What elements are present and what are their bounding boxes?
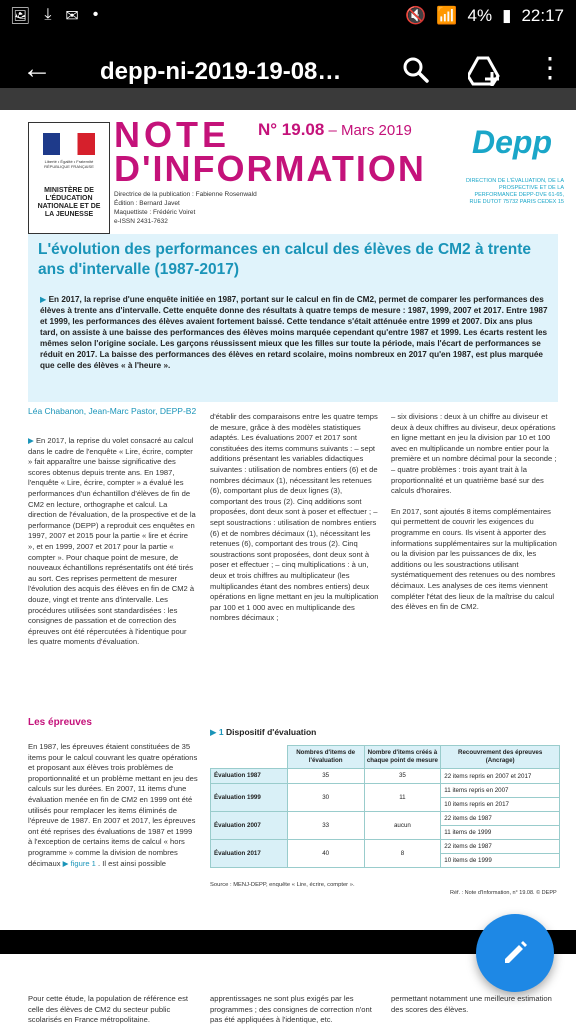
table-row <box>211 784 560 812</box>
table-header <box>211 746 288 769</box>
table-cell: 40 <box>287 840 364 868</box>
issue-info <box>258 120 412 140</box>
column-1-intro <box>28 436 196 648</box>
marianne-flag-icon <box>43 133 95 155</box>
row-label: Évaluation 1987 <box>211 769 288 784</box>
table-row <box>211 769 560 784</box>
recouvrement-line: 10 items repris en 2017 <box>441 797 559 811</box>
credit-line: Édition : Bernard Javet <box>114 200 180 207</box>
clock: 22:17 <box>521 6 564 25</box>
column-3-para-2: En 2017, sont ajoutés 8 items complémentaires qui permettent de couvrir les exigences du programme en cours. Ils visent à apporter des informations supplémentaires sur la multiplication ou la division par les puissances de dix, les additions ou les soustractions utilisant systématiquement des retenues ou des nombres décimaux. Les analyses de ces items viennent compléter l'état des lieux de la maîtrise du calcul des élèves en fin de CM2. <box>391 506 557 612</box>
page-2-column-1: Pour cette étude, la population de référence est celle des élèves de CM2 du secteur public scolarisés en France métropolitaine. <box>28 994 188 1024</box>
pencil-icon <box>501 939 529 967</box>
evaluation-table <box>210 745 560 868</box>
column-3-para-1: – six divisions : deux à un chiffre au diviseur et deux à deux chiffres au diviseur, deux opérations en ligne mettant en jeu la division par 10 et 100 avec en multiplicande un nombre entier pour la première et un nombre décimal pour la seconde ; – quatre problèmes : trois ayant trait à la proportionnalité et un quatrième basé sur des calculs d'horaires. <box>391 412 557 496</box>
table-cell: 35 <box>287 769 364 784</box>
recouvrement-line: 11 items de 1999 <box>441 825 559 839</box>
title-line-2: D'INFORMATION <box>114 148 426 189</box>
image-notification-icon: 🖼 <box>10 8 31 25</box>
back-arrow-icon[interactable]: ← <box>22 52 52 85</box>
epreuves-text: En 1987, les épreuves étaient constituées de 35 items pour le calcul couvrant les quatre opérations et proposant aux élèves trois problèmes de proportionnalité et un problème mettant en jeu des calculs sur les durées. En 2007, 11 items d'une évaluation menée en fin de CM2 en 1999 ont été utilisés pour remplacer les items éliminés de l'épreuve de 1987. En 2007 et 2017, les épreuves ont été reprises des évaluations de 1987 et 1999 à l'exception de certains items de calcul « hors programme » comme la division de nombres décimaux <box>28 742 198 868</box>
mute-icon: 🔇 <box>405 6 427 25</box>
more-options-icon[interactable]: ⋮ <box>536 52 564 83</box>
figure-link[interactable]: figure 1 <box>70 858 96 868</box>
table-header: Nombres d'items de l'évaluation <box>287 746 364 769</box>
recouvrement-line: 22 items de 1987 <box>444 843 492 850</box>
battery-icon: ▮ <box>502 6 512 25</box>
recouvrement-line: 22 items de 1987 <box>444 815 492 822</box>
column-2-text: d'établir des comparaisons entre les quatre temps de mesure, grâce à des modèles statistiques adaptés. Les évaluations 2007 et 2017 sont constituées des items communs suivants : – sept additions présentant les variables didactiques suivantes : utilisation de nombres entiers (6) et de nombres décimaux (1), nécessitant les retenues (6), comportant plus de deux lignes (3), comportant des trous (2). Cinq additions sont proposées, dont deux sont à poser et effectuer ; – sept soustractions : utilisation de nombres entiers (6) et de nombres décimaux (1), nécessitant les retenues (6), comportant des trous (2). Cinq soustractions sont proposées, dont deux sont à poser et effectuer ; – cinq multiplications : à un, deux et trois chiffres au multiplicateur (les multiplicandes étant des nombres entiers) deux opérations en ligne mettant en jeu la multiplication par 100 et 1 000 avec en multiplicande des nombres décimaux ; <box>210 412 379 623</box>
section-heading: Les épreuves <box>28 717 92 728</box>
table-cell: 8 <box>364 840 441 868</box>
intro-text: En 2017, la reprise du volet consacré au calcul dans le cadre de l'enquête « Lire, écrire, compter » fait apparaître une baisse significative des scores obtenus depuis trente ans. En 1987, l'enquête « Lire, écrire, compter » a évalué les performances d'un échantillon d'élèves de fin de CM2 en lecture, orthographe et calcul. La direction de l'évaluation, de la prospective et de la performance (DEPP) a reproduit ces enquêtes en 1997, 2007 et 2015 pour la partie « lire et écrire », et en 1999, 2007 et 2017 pour la partie « compter ». Pour chaque point de mesure, de nouveaux échantillons représentatifs ont été tirés au sort. Ces reprises permettent de mesurer l'évolution des acquis des élèves en fin de CM2 à douze, vingt et trente ans d'intervalle. Les procédures utilisées sont standardisées : les consignes de passation et de correction des épreuves ont été répercutées à l'identique pour les quatre moments d'évaluation. <box>28 436 196 647</box>
recouvrement-line: 22 items repris en 2007 et 2017 <box>444 772 532 780</box>
table-header-row <box>211 746 560 769</box>
table-cell <box>441 812 560 840</box>
issue-number: N° 19.08 <box>258 120 325 139</box>
headline: L'évolution des performances en calcul des élèves de CM2 à trente ans d'intervalle (1987-2017) <box>38 241 531 278</box>
table-cell: 33 <box>287 812 364 840</box>
figure-caption: Dispositif d'évaluation <box>226 727 317 737</box>
search-icon[interactable] <box>402 56 430 89</box>
figure-arrow-icon: ▶ <box>210 727 217 737</box>
figure-title <box>210 727 316 738</box>
download-icon: ⤓ <box>44 6 52 23</box>
bullet-triangle-icon: ▶ <box>28 436 36 445</box>
link-arrow-icon: ▶ <box>62 858 71 868</box>
depp-logo: Depp <box>472 124 552 160</box>
row-label: Évaluation 1999 <box>211 784 288 812</box>
battery-level: 4% <box>467 6 493 25</box>
column-3-text <box>391 412 561 613</box>
table-cell: 11 <box>364 784 441 812</box>
mail-icon: ✉ <box>65 8 79 25</box>
recouvrement-line: 10 items de 1999 <box>441 853 559 867</box>
toolbar-shadow <box>0 88 576 110</box>
table-header: Nombre d'items créés à chaque point de mesure <box>364 746 441 769</box>
depp-address: DIRECTION DE L'ÉVALUATION, DE LA PROSPECTIVE ET DE LA PERFORMANCE DEPP-DVE 61-65, RUE DUTOT 75732 PARIS CEDEX 15 <box>465 178 564 205</box>
table-cell <box>441 769 560 784</box>
edit-fab-button[interactable] <box>476 914 554 992</box>
republique-caption: Liberté • Égalité • Fraternité RÉPUBLIQUE FRANÇAISE <box>44 159 94 169</box>
table-row <box>211 840 560 868</box>
recouvrement-line: 11 items repris en 2007 <box>444 787 509 794</box>
summary-body: En 2017, la reprise d'une enquête initiée en 1987, portant sur le calcul en fin de CM2, permet de comparer les performances des élèves à trente ans d'intervalle. Cette enquête donne des résultats à quatre temps de mesure : 1987, 1999, 2007 et 2017. Entre 1987 et 1999, les performances des élèves avaient fortement baissé. Cette tendance s'était atténuée entre 1999 et 2007. Dix ans plus tard, on assiste à une baisse des performances des élèves moins marquée cependant qu'entre 1987 et 1999. Les écarts restent les mêmes selon l'origine sociale. Les garçons réussissent mieux que les filles sur toute la période, mais l'écart de performances se réduit en 2017. La baisse des performances des élèves en retard scolaire, moins nombreux en 2017 qu'en 1987, est plus marquée que celle des élèves « à l'heure ». <box>40 295 548 370</box>
table-cell: 30 <box>287 784 364 812</box>
document-title: depp-ni-2019-19-08… <box>100 58 342 85</box>
reference-note: Réf. : Note d'Information, n° 19.08. © DEPP <box>450 890 557 896</box>
add-to-drive-icon[interactable] <box>468 56 500 91</box>
figure-number: 1 <box>218 727 224 737</box>
table-cell <box>441 840 560 868</box>
table-cell: aucun <box>364 812 441 840</box>
page-2-column-2: apprentissages ne sont plus exigés par les programmes ; des consignes de correction n'ont pas été appliquées à l'identique, etc. <box>210 994 372 1024</box>
authors: Léa Chabanon, Jean-Marc Pastor, DEPP-B2 <box>28 406 197 416</box>
wifi-icon: 📶 <box>436 6 458 25</box>
title-line-1: NOTE <box>114 114 231 155</box>
ministry-name: MINISTÈRE DE L'ÉDUCATION NATIONALE ET DE LA JEUNESSE <box>37 187 101 218</box>
system-icons <box>405 6 564 26</box>
dot-icon: • <box>92 6 99 23</box>
pdf-page-1[interactable] <box>0 110 576 930</box>
table-row <box>211 812 560 840</box>
table-cell: 35 <box>364 769 441 784</box>
summary-text <box>40 294 548 371</box>
row-label: Évaluation 2017 <box>211 840 288 868</box>
column-1-epreuves <box>28 742 198 869</box>
epreuves-tail: . Il est ainsi possible <box>98 858 167 868</box>
ministry-logo <box>28 122 110 234</box>
table-header: Recouvrement des épreuves (Ancrage) <box>441 746 560 769</box>
credit-line: e-ISSN 2431-7632 <box>114 218 168 225</box>
bullet-triangle-icon: ▶ <box>40 295 49 304</box>
notification-icons <box>10 6 98 26</box>
table-cell <box>441 784 560 812</box>
table-source: Source : MENJ-DEPP, enquête « Lire, écrire, compter ». <box>210 882 355 888</box>
status-bar <box>0 0 576 36</box>
row-label: Évaluation 2007 <box>211 812 288 840</box>
publication-credits <box>114 190 257 226</box>
credit-line: Directrice de la publication : Fabienne Rosenwald <box>114 191 257 198</box>
page-2-column-3: permettant notamment une meilleure estimation des scores des élèves. <box>391 994 552 1014</box>
summary-box <box>28 234 558 402</box>
credit-line: Maquettiste : Frédéric Voiret <box>114 209 196 216</box>
issue-date: – Mars 2019 <box>328 122 412 139</box>
